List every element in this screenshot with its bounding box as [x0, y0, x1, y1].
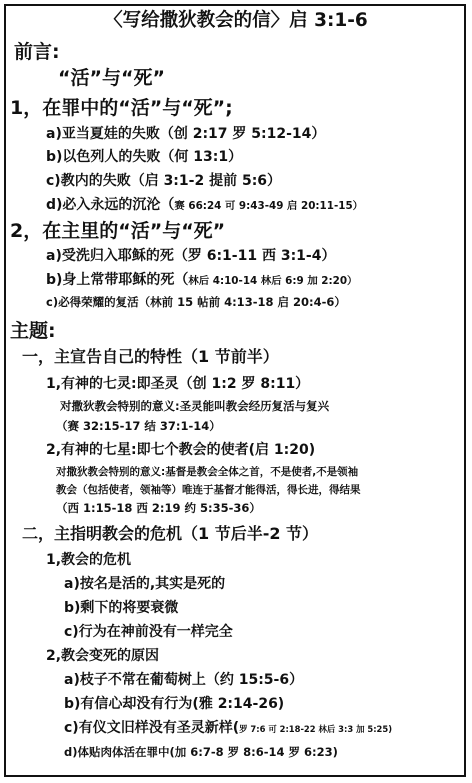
- part2-point1-item-b: b)剩下的将要衰微: [64, 600, 179, 616]
- part2-point2-item-c-refs: 罗 7:6 可 2:18-22 林后 3:3 加 5:25): [239, 724, 393, 734]
- part1-point2-meaning-line1: 对撒狄教会特别的意义:基督是教会全体之首，不是使者,不是领袖: [56, 466, 359, 478]
- part2-point1-title: 1,教会的危机: [46, 552, 132, 568]
- part2-point2-item-c-main: c)有仪文旧样没有圣灵新样(: [64, 720, 240, 736]
- section2-item-b: [46, 272, 357, 288]
- part2-point2-item-a: a)枝子不常在葡萄树上（约 15:5-6）: [64, 672, 304, 688]
- part1-point2-meaning-line2: 教会（包括使者，领袖等）唯连于基督才能得活，得长进，得结果: [56, 484, 361, 496]
- section2-item-b-main: b)身上常带耶稣的死（: [46, 272, 189, 288]
- section2-item-c: c)必得荣耀的复活（林前 15 帖前 4:13-18 启 20:4-6）: [46, 295, 346, 309]
- part1-heading: 一，主宣告自己的特性（1 节前半）: [22, 347, 279, 366]
- part2-point2-item-b: b)有信心却没有行为(雅 2:14-26): [64, 696, 285, 712]
- section1-item-d-main: d)必入永远的沉沦（: [46, 197, 175, 213]
- part2-point1-item-a: a)按名是活的,其实是死的: [64, 576, 226, 592]
- section1-item-b: b)以色列人的失败（何 13:1）: [46, 149, 243, 165]
- part2-heading: 二，主指明教会的危机（1 节后半-2 节）: [22, 524, 319, 543]
- section2-item-b-refs: 林后 4:10-14 林后 6:9 加 2:20）: [188, 275, 358, 287]
- section1-heading: 1，在罪中的“活”与“死”;: [10, 97, 233, 119]
- section1-item-d-refs: 赛 66:24 可 9:43-49 启 20:11-15）: [174, 200, 364, 212]
- part1-point1-refs: （赛 32:15-17 结 37:1-14）: [56, 419, 221, 433]
- section2-item-a: a)受洗归入耶稣的死（罗 6:1-11 西 3:1-4）: [46, 248, 336, 264]
- part2-point1-item-c: c)行为在神前没有一样完全: [64, 624, 233, 640]
- preface-heading: 前言:: [14, 41, 60, 63]
- preface-theme: “活”与“死”: [58, 67, 165, 89]
- part1-point2-refs: （西 1:15-18 西 2:19 约 5:35-36）: [56, 501, 261, 515]
- part2-point2-item-c: [64, 720, 392, 736]
- part2-point2-item-d: d)体贴肉体活在罪中(加 6:7-8 罗 8:6-14 罗 6:23): [64, 745, 338, 759]
- section1-item-c: c)教内的失败（启 3:1-2 提前 5:6）: [46, 173, 282, 189]
- part2-point2-title: 2,教会变死的原因: [46, 648, 160, 664]
- part1-point2-title: 2,有神的七星:即七个教会的使者(启 1:20): [46, 442, 316, 458]
- section1-item-a: a)亚当夏娃的失败（创 2:17 罗 5:12-14）: [46, 126, 326, 142]
- main-heading: 主题:: [10, 320, 56, 342]
- part1-point1-meaning: 对撒狄教会特别的意义:圣灵能叫教会经历复活与复兴: [60, 399, 330, 413]
- document-title: 〈写给撒狄教会的信〉启 3:1-6: [104, 10, 368, 31]
- section1-item-d: [46, 197, 363, 213]
- part1-point1-title: 1,有神的七灵:即圣灵（创 1:2 罗 8:11）: [46, 376, 310, 392]
- section2-heading: 2，在主里的“活”与“死”: [10, 220, 226, 242]
